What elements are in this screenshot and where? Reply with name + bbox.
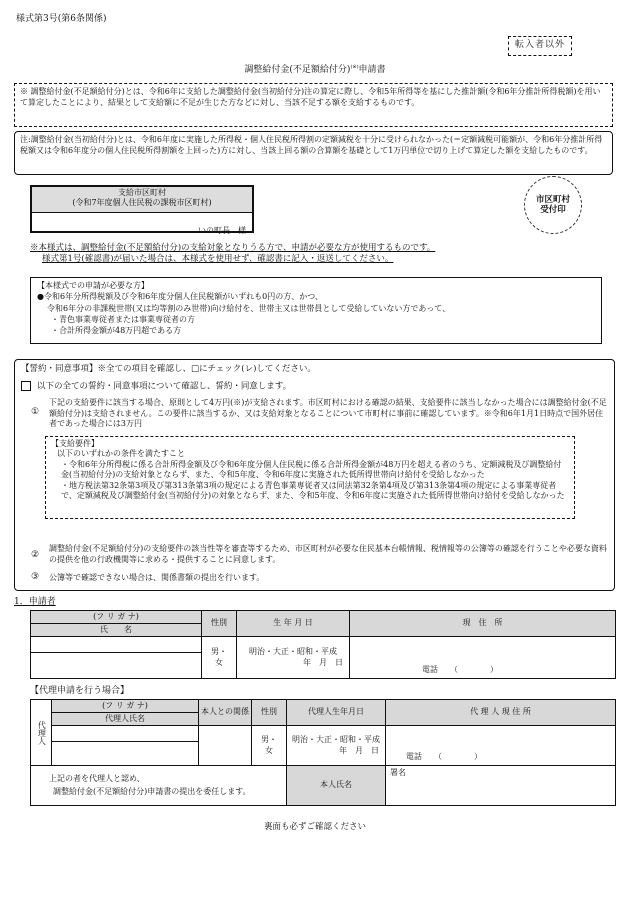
proxy-side-text: 代理人: [37, 720, 47, 745]
document-title: [0, 64, 630, 77]
required-line2: 令和6年分の非課税世帯(又は均等割のみ世帯)向け給付を、世帯主又は世帯員として受給していない方であって、: [47, 303, 451, 313]
proxy-ymd: 年 月 日: [339, 745, 380, 755]
required-heading: 【本様式での申請が必要な方】: [37, 281, 149, 290]
applicant-era-options: 明治・大正・昭和・平成: [249, 646, 337, 656]
stamp-line1: 市区町村: [535, 194, 570, 205]
delegation-line1: 上記の者を代理人と認め、: [49, 773, 145, 783]
applicant-birthdate-field[interactable]: [237, 637, 350, 679]
pledge-agree-label: 以下の全ての誓約・同意事項について確認し、誓約・同意します。: [37, 381, 292, 392]
applicant-name-field[interactable]: [31, 653, 202, 679]
delegation-line2: 調整給付金(不足額給付分)申請書の提出を委任します。: [53, 786, 251, 796]
applicant-address-header: 現 住 所: [350, 611, 616, 637]
municipality-box: [30, 185, 254, 233]
applicant-furigana-header: (フ リ ガ ナ): [31, 611, 202, 624]
form-number: 様式第3号(第6条関係): [16, 14, 107, 24]
municipality-heading-line2: (令和7年度個人住民税の課税市区町村): [72, 198, 212, 208]
applicant-furigana-field[interactable]: [31, 637, 202, 653]
title-main: 調整給付金(不足額給付分): [244, 65, 351, 75]
proxy-address-header: 代 理 人 現 住 所: [386, 700, 616, 726]
proxy-birthdate-header: 代理人生年月日: [287, 700, 386, 726]
principal-name-label: 本人氏名: [287, 766, 386, 806]
municipality-heading-line1: 支給市区町村: [118, 188, 166, 197]
reception-stamp-area: [524, 176, 582, 234]
proxy-table: [30, 699, 616, 806]
proxy-name-header: 代理人氏名: [52, 713, 199, 726]
note-definition: ※ 調整給付金(不足額給付分)とは、令和6年に支給した調整給付金(当初給付分)注の算定に際し、令和5年所得等を基にした推計額(令和6年分推計所得税額)を用いて算定したことにより、結果として支給額に不足が生じた方などに対し、当該不足する額を支給するものです。: [14, 83, 613, 127]
proxy-relation-header: 本人との関係: [199, 700, 252, 726]
municipality-heading: [32, 187, 252, 213]
applicant-birthdate-header: 生 年 月 日: [237, 611, 350, 637]
proxy-furigana-header: (フ リ ガ ナ): [52, 700, 199, 713]
applicant-name-header: 氏 名: [31, 624, 202, 637]
footer-note: 裏面も必ずご確認ください: [263, 822, 366, 832]
eligibility-item2: ・地方税法第32条第3項及び第313条第3項の規定による青色事業専従者又は同法第32条第4項及び第313条第4項の規定による事業専従者で、定額減税及び調整給付金(当初給付分)の対象とならず、また、令和5年度、令和6年度に実施された低所得世帯向け給付を受給しなかった: [61, 480, 565, 500]
item2-text: 調整給付金(不足額給付分)の支給要件の該当性等を審査等するため、市区町村が必要な住民基本台帳情報、税情報等の公簿等の確認を行うことや必要な資料の提供を他の行政機関等に求める・提供することに同意します。: [49, 544, 607, 564]
usage-notice: [30, 243, 600, 265]
pledge-section: [14, 359, 615, 591]
usage-notice-line2: 様式第1号(確認書)が届いた場合は、本様式を使用せず、確認書に記入・返送してください。: [42, 254, 394, 265]
applicant-gender-field[interactable]: 男・女: [202, 637, 237, 679]
pledge-agree-row: [21, 381, 608, 393]
proxy-name-field[interactable]: [52, 742, 199, 766]
required-item2: ・合計所得金額が48万円超である方: [51, 326, 182, 336]
proxy-address-field[interactable]: 電話 （ ）: [386, 726, 616, 766]
municipality-name: いの町長 様: [198, 226, 246, 235]
proxy-gender-field[interactable]: 男・女: [252, 726, 287, 766]
applicant-section-heading: 1．申請者: [14, 597, 56, 607]
item2-mark: ②: [31, 550, 40, 560]
proxy-furigana-field[interactable]: [52, 726, 199, 742]
title-suffix: 申請書: [358, 65, 386, 75]
item1-mark: ①: [31, 407, 40, 417]
required-applicant-box: [30, 277, 602, 344]
applicant-gender-header: 性別: [202, 611, 237, 637]
proxy-era-options: 明治・大正・昭和・平成: [292, 734, 381, 744]
proxy-gender-header: 性別: [252, 700, 287, 726]
note-initial-benefit: 注:調整給付金(当初給付分)とは、令和6年度に実施した所得税・個人住民税所得割の定額減税を十分に受けられなかった(＝定額減税可能額が、令和6年分推計所得税額又は令和6年度分の個人住民税所得割額を上回った)方に対し、当該上回る額の合算額を基礎として1万円単位で切り上げて算定した額を支給したものです。: [14, 131, 613, 175]
proxy-side-label: [31, 700, 52, 766]
item3-mark: ③: [31, 572, 40, 582]
stamp-line2: 受付印: [540, 205, 566, 215]
eligibility-intro: 以下のいずれかの条件を満たすこと: [57, 449, 185, 459]
applicant-address-field[interactable]: 電話 （ ）: [350, 637, 616, 679]
pledge-agree-checkbox[interactable]: [21, 381, 31, 391]
eligibility-item1: ・令和6年分所得税に係る合計所得金額及び令和6年度分個人住民税に係る合計所得金額が48万円を超える者のうち、定額減税及び調整給付金(当初給付分)の支給対象とならず、また、令和5年度、令和6年度に実施された低所得世帯向け給付を受給しなかった: [61, 459, 562, 480]
delegation-statement: [31, 766, 287, 806]
proxy-birthdate-field[interactable]: [287, 726, 386, 766]
required-line1: ●令和6年分所得税額及び令和6年度分個人住民税額がいずれも0円の方、かつ、: [37, 292, 323, 302]
applicant-table: [30, 610, 616, 679]
usage-notice-line1: ※本様式は、調整給付金(不足額給付分)の支給対象となりうる方で、申請が必要な方が使用するものです。: [30, 243, 436, 253]
title-mark: (※): [350, 64, 359, 70]
item3-text: 公簿等で確認できない場合は、関係書類の提出を行います。: [49, 573, 265, 582]
applicant-ymd: 年 月 日: [303, 657, 343, 667]
required-item1: ・青色事業専従者または事業専従者の方: [51, 315, 195, 325]
principal-signature-field[interactable]: 署名: [386, 766, 616, 806]
non-transferee-label: 転入者以外: [508, 36, 572, 56]
pledge-heading: 【誓約・同意事項】※全ての項目を確認し、□にチェック(レ)してください。: [21, 364, 316, 374]
eligibility-heading: 【支給要件】: [51, 439, 99, 448]
proxy-relation-field[interactable]: [199, 726, 252, 766]
item1-text: 下記の支給要件に該当する場合、原則として4万円(※)が支給されます。市区町村における確認の結果、支給要件に該当しなかった場合には調整給付金(不足額給付分)は支給されません。この要件に該当するか、又は支給対象となることについて市町村に事前に確認しています。※令和6年1月1日時点で国外居住者であった場合には3万円: [49, 398, 607, 429]
eligibility-box: [45, 436, 575, 519]
proxy-section-heading: 【代理申請を行う場合】: [30, 686, 130, 696]
